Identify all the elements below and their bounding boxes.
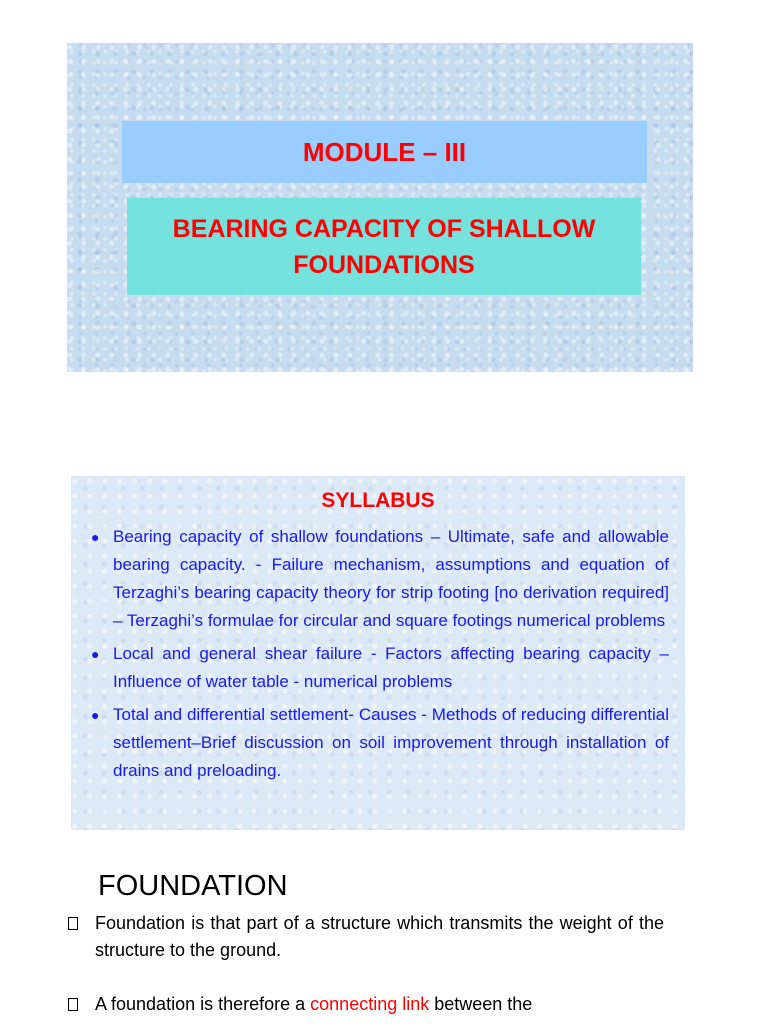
- topic-banner: [127, 198, 641, 295]
- bullet-icon: ●: [91, 707, 100, 723]
- missing-glyph-icon: [68, 917, 78, 930]
- syllabus-item-text: Local and general shear failure - Factors affecting bearing capacity – Influence of water table - numerical problems: [113, 644, 669, 691]
- paragraph: [68, 991, 664, 1018]
- missing-glyph-icon: [68, 998, 78, 1011]
- list-item: [91, 640, 669, 696]
- paragraph-text: [95, 991, 664, 1018]
- module-title: MODULE – III: [302, 136, 467, 167]
- module-banner: [122, 121, 647, 183]
- paragraph-text: Foundation is that part of a structure which transmits the weight of the structure to the ground.: [95, 913, 664, 960]
- section-heading: FOUNDATION: [98, 870, 288, 902]
- syllabus-list: [91, 523, 669, 790]
- list-item: [91, 701, 669, 785]
- bullet-icon: ●: [91, 646, 100, 662]
- paragraph-text-start: A foundation is therefore a: [95, 994, 311, 1014]
- list-item: [91, 523, 669, 635]
- highlighted-term: connecting link: [310, 994, 430, 1014]
- syllabus-item-text: Bearing capacity of shallow foundations – Ultimate, safe and allowable bearing capacity. - Failure mechanism, assumptions and equation of Terzaghi’s bearing capacity theory for strip footing [no derivation required] – Terzaghi’s formulae for circular and square footings numerical problems: [113, 527, 669, 630]
- topic-title: BEARING CAPACITY OF SHALLOW FOUNDATIONS: [172, 214, 596, 279]
- paragraph: [68, 910, 664, 964]
- syllabus-title: SYLLABUS: [321, 489, 435, 512]
- bullet-icon: ●: [91, 529, 100, 545]
- title-slide: [67, 43, 693, 372]
- syllabus-item-text: Total and differential settlement- Causes - Methods of reducing differential settlement–Brief discussion on soil improvement through installation of drains and preloading.: [113, 705, 669, 780]
- paragraph-text-end: between the: [429, 994, 533, 1014]
- syllabus-slide: [71, 476, 685, 830]
